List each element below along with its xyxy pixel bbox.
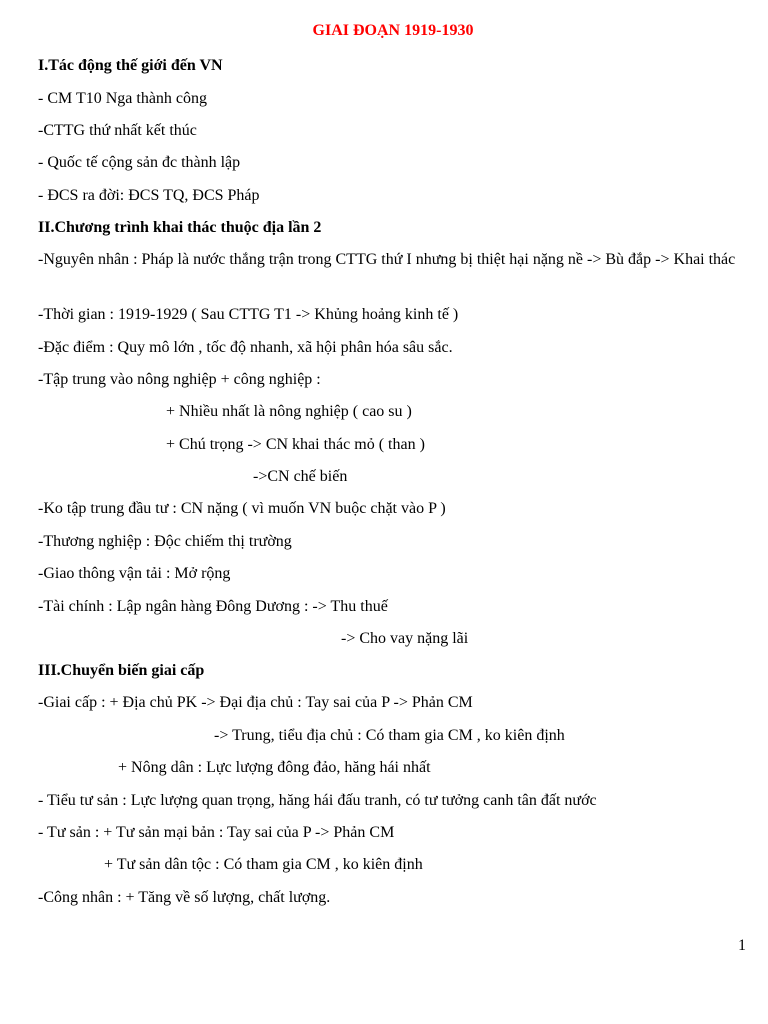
text-line: + Nhiều nhất là nông nghiệp ( cao su ) bbox=[166, 403, 412, 420]
text-line: -Thương nghiệp : Độc chiếm thị trường bbox=[38, 533, 292, 550]
text-line: -Giao thông vận tải : Mở rộng bbox=[38, 565, 231, 582]
text-line: -Tập trung vào nông nghiệp + công nghiệp : bbox=[38, 371, 321, 388]
document-title: GIAI ĐOẠN 1919-1930 bbox=[312, 22, 474, 39]
heading-section-2: II.Chương trình khai thác thuộc địa lần 2 bbox=[38, 219, 322, 236]
text-line: + Nông dân : Lực lượng đông đảo, hăng hái nhất bbox=[118, 759, 431, 776]
text-line: ->CN chế biến bbox=[253, 468, 348, 485]
text-line: -> Cho vay nặng lãi bbox=[341, 630, 469, 647]
text-line: -CTTG thứ nhất kết thúc bbox=[38, 122, 197, 139]
text-line: - Tư sản : + Tư sản mại bản : Tay sai của P -> Phản CM bbox=[38, 824, 395, 841]
text-line: + Tư sản dân tộc : Có tham gia CM , ko kiên định bbox=[104, 856, 423, 873]
text-line: - Quốc tế cộng sản đc thành lập bbox=[38, 154, 241, 171]
text-line: - Tiểu tư sản : Lực lượng quan trọng, hăng hái đấu tranh, có tư tưởng canh tân đất nước bbox=[38, 792, 597, 809]
text-line: -Nguyên nhân : Pháp là nước thắng trận trong CTTG thứ I nhưng bị thiệt hại nặng nề -> Bù đắp -> Khai thác bbox=[38, 251, 736, 268]
text-line: - CM T10 Nga thành công bbox=[38, 90, 208, 107]
text-line: -Thời gian : 1919-1929 ( Sau CTTG T1 -> Khủng hoảng kinh tế ) bbox=[38, 306, 459, 323]
page-number: 1 bbox=[738, 937, 746, 954]
text-line: -Đặc điểm : Quy mô lớn , tốc độ nhanh, xã hội phân hóa sâu sắc. bbox=[38, 339, 453, 356]
text-line: -Tài chính : Lập ngân hàng Đông Dương : -> Thu thuế bbox=[38, 598, 388, 615]
text-line: + Chú trọng -> CN khai thác mỏ ( than ) bbox=[166, 436, 425, 453]
text-line: -Giai cấp : + Địa chủ PK -> Đại địa chủ : Tay sai của P -> Phản CM bbox=[38, 694, 473, 711]
heading-section-3: III.Chuyển biến giai cấp bbox=[38, 662, 205, 679]
text-line: -> Trung, tiểu địa chủ : Có tham gia CM , ko kiên định bbox=[214, 727, 565, 744]
text-line: -Ko tập trung đầu tư : CN nặng ( vì muốn VN buộc chặt vào P ) bbox=[38, 500, 446, 517]
text-line: - ĐCS ra đời: ĐCS TQ, ĐCS Pháp bbox=[38, 187, 260, 204]
text-line: -Công nhân : + Tăng về số lượng, chất lượng. bbox=[38, 889, 331, 906]
heading-section-1: I.Tác động thế giới đến VN bbox=[38, 57, 223, 74]
